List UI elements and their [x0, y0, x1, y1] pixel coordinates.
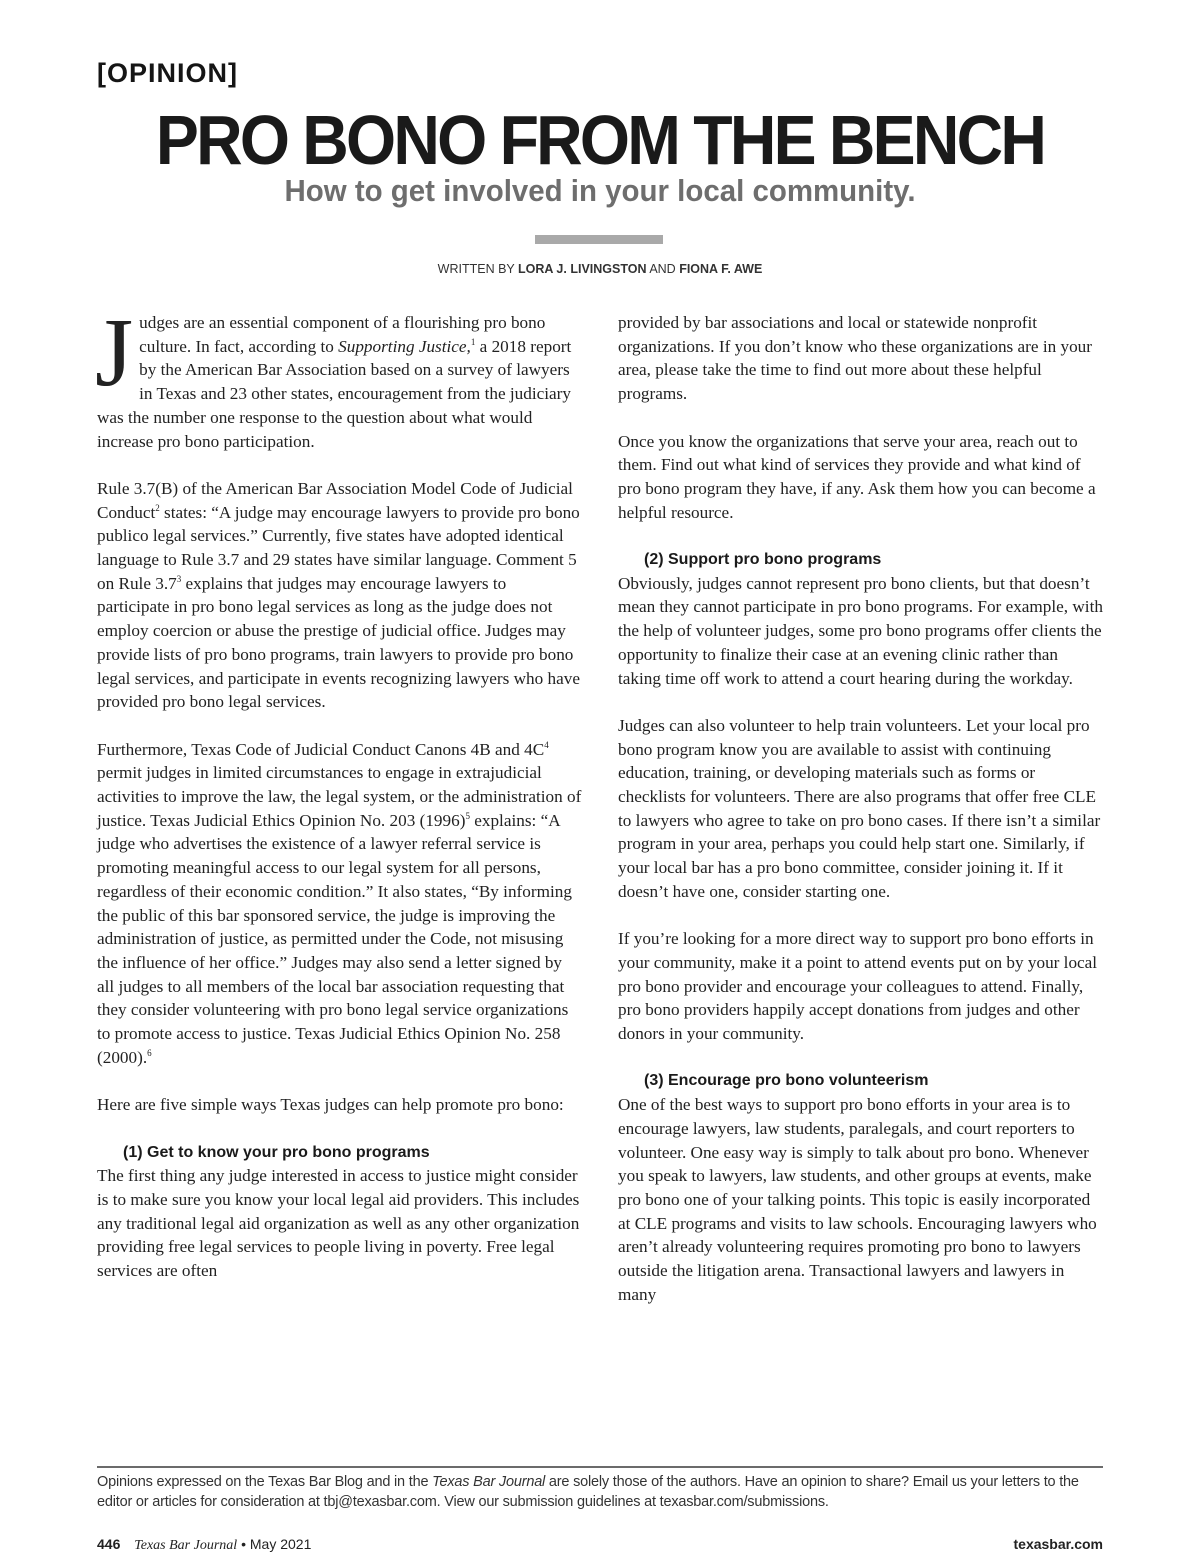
page-number: 446	[97, 1536, 121, 1552]
text: explains: “A judge who advertises the existence of a lawyer referral service is promoting meaningful access to our legal system for all persons, regardless of their economic condition.” It also states, “By informing the public of this bar sponsored service, the judge is improving the administration of justice, as permitted under the Code, not misusing the influence of her office.” Judges may also send a letter signed by all judges to all members of the local bar association requesting that they consider volunteering with pro bono legal service organizations to promote access to justice. Texas Judicial Ethics Opinion No. 258 (2000).	[97, 810, 572, 1067]
paragraph: Judges can also volunteer to help train volunteers. Let your local pro bono program know you are available to assist with continuing education, training, or developing materials such as forms or checklists for volunteers. There are also programs that offer free CLE to lawyers who agree to take on pro bono cases. If there isn’t a similar program in your area, perhaps you could help start one. Similarly, if your local bar has a pro bono committee, consider joining it. If it doesn’t have one, consider starting one.	[618, 715, 1101, 901]
text: permit judges in limited circumstances to engage in extrajudicial activities to improve the law, the legal system, or the administration of justice. Texas Judicial Ethics Opinion No. 203 (1996)	[97, 763, 582, 830]
text: are solely those of the authors. Have an opinion to share? Email us your letters to the editor or articles for consideration at tbj@texasbar.com. View our submission guidelines at texasbar.com/submissions.	[97, 1474, 1079, 1510]
byline	[0, 262, 1200, 276]
footer-rule	[97, 1466, 1103, 1468]
footnote-ref: 5	[465, 810, 470, 821]
paragraph: provided by bar associations and local or statewide nonprofit organizations. If you don’t know who these organizations are in your area, please take the time to find out more about these helpful programs.	[618, 313, 1092, 404]
footnote-ref: 1	[470, 336, 476, 347]
paragraph: One of the best ways to support pro bono efforts in your area is to encourage lawyers, law students, paralegals, and court reporters to volunteer. One easy way is simply to talk about pro bono. Whenever you speak to lawyers, law students, and other groups at events, make pro bono one of your talking points. This topic is easily incorporated at CLE programs and visits to law schools. Encouraging lawyers who aren’t already volunteering requires promoting pro bono to lawyers outside the litigation arena. Transactional lawyers and lawyers in many	[618, 1095, 1097, 1304]
footnote-ref: 4	[544, 739, 549, 750]
text: explains that judges may encourage lawyers to participate in pro bono legal services as long as the judge does not employ coercion or abuse the prestige of judicial office. Judges may provide lists of pro bono programs, train lawyers to provide pro bono legal services, and participate in events recognizing lawyers who have provided pro bono legal services.	[97, 573, 580, 712]
drop-cap: J	[95, 299, 134, 407]
intro-paragraph	[95, 299, 582, 453]
text: a 2018 report by the American Bar Association based on a survey of lawyers in Texas and 23 other states, encouragement from the judiciary was the number one response to the question about what would increase pro bono participation.	[97, 336, 572, 451]
report-title: Supporting Justice,	[338, 336, 471, 356]
disclaimer	[97, 1472, 1103, 1512]
article-title: PRO BONO FROM THE BENCH	[155, 101, 1045, 179]
page-folio	[97, 1536, 311, 1554]
title-divider	[535, 235, 663, 244]
paragraph	[97, 738, 582, 1070]
subheading: (2) Support pro bono programs	[644, 551, 882, 568]
paragraph: Once you know the organizations that serve your area, reach out to them. Find out what kind of services they provide and what kind of pro bono program they have, if any. Ask them how you can become a helpful resource.	[618, 431, 1096, 522]
footnote-ref: 6	[147, 1047, 152, 1058]
article-subtitle: How to get involved in your local community.	[284, 173, 916, 208]
journal-name: Texas Bar Journal	[432, 1474, 546, 1490]
paragraph: Here are five simple ways Texas judges can help promote pro bono:	[97, 1095, 564, 1115]
paragraph: If you’re looking for a more direct way to support pro bono efforts in your community, make it a point to attend events put on by your local pro bono provider and encourage your colleagues to attend. Finally, pro bono providers happily accept donations from judges and other donors in your community.	[618, 929, 1098, 1044]
byline-and: AND	[649, 262, 676, 276]
text: Opinions expressed on the Texas Bar Blog and in the	[97, 1474, 433, 1490]
section-label: [OPINION]	[97, 58, 238, 88]
footnote-ref: 3	[176, 573, 182, 584]
author-name: FIONA F. AWE	[679, 262, 763, 276]
right-column	[618, 311, 1104, 1330]
paragraph	[97, 477, 582, 714]
footnote-ref: 2	[155, 502, 160, 513]
issue-date: May 2021	[249, 1536, 312, 1552]
subheading: (3) Encourage pro bono volunteerism	[644, 1072, 929, 1090]
byline-prefix: WRITTEN BY	[437, 262, 515, 276]
left-column	[95, 299, 582, 1306]
text: Rule 3.7(B) of the American Bar Association Model Code of Judicial Conduct	[97, 478, 573, 522]
paragraph: Obviously, judges cannot represent pro bono clients, but that doesn’t mean they cannot participate in pro bono programs. For example, with the help of volunteer judges, some pro bono programs offer clients the opportunity to finalize their case at an evening clinic rather than taking time off work to attend a court hearing during the workday.	[618, 573, 1103, 688]
author-name: LORA J. LIVINGSTON	[518, 262, 647, 276]
text: Furthermore, Texas Code of Judicial Conduct Canons 4B and 4C	[97, 739, 545, 759]
magazine-name: Texas Bar Journal	[134, 1538, 238, 1553]
website-link[interactable]: texasbar.com	[1013, 1536, 1103, 1552]
paragraph: The first thing any judge interested in access to justice might consider is to make sure you know your local legal aid providers. This includes any traditional legal aid organization as well as any other organization providing free legal services to people living in poverty. Free legal services are often	[97, 1166, 580, 1281]
subheading: (1) Get to know your pro bono programs	[123, 1143, 430, 1161]
bullet-separator: •	[241, 1536, 246, 1552]
text: states: “A judge may encourage lawyers to provide pro bono publico legal services.” Currently, five states have adopted identical language to Rule 3.7 and 29 states have similar language. Comment 5 on Rule 3.7	[97, 502, 580, 593]
text: udges are an essential component of a flourishing pro bono culture. In fact, according to	[139, 313, 546, 356]
